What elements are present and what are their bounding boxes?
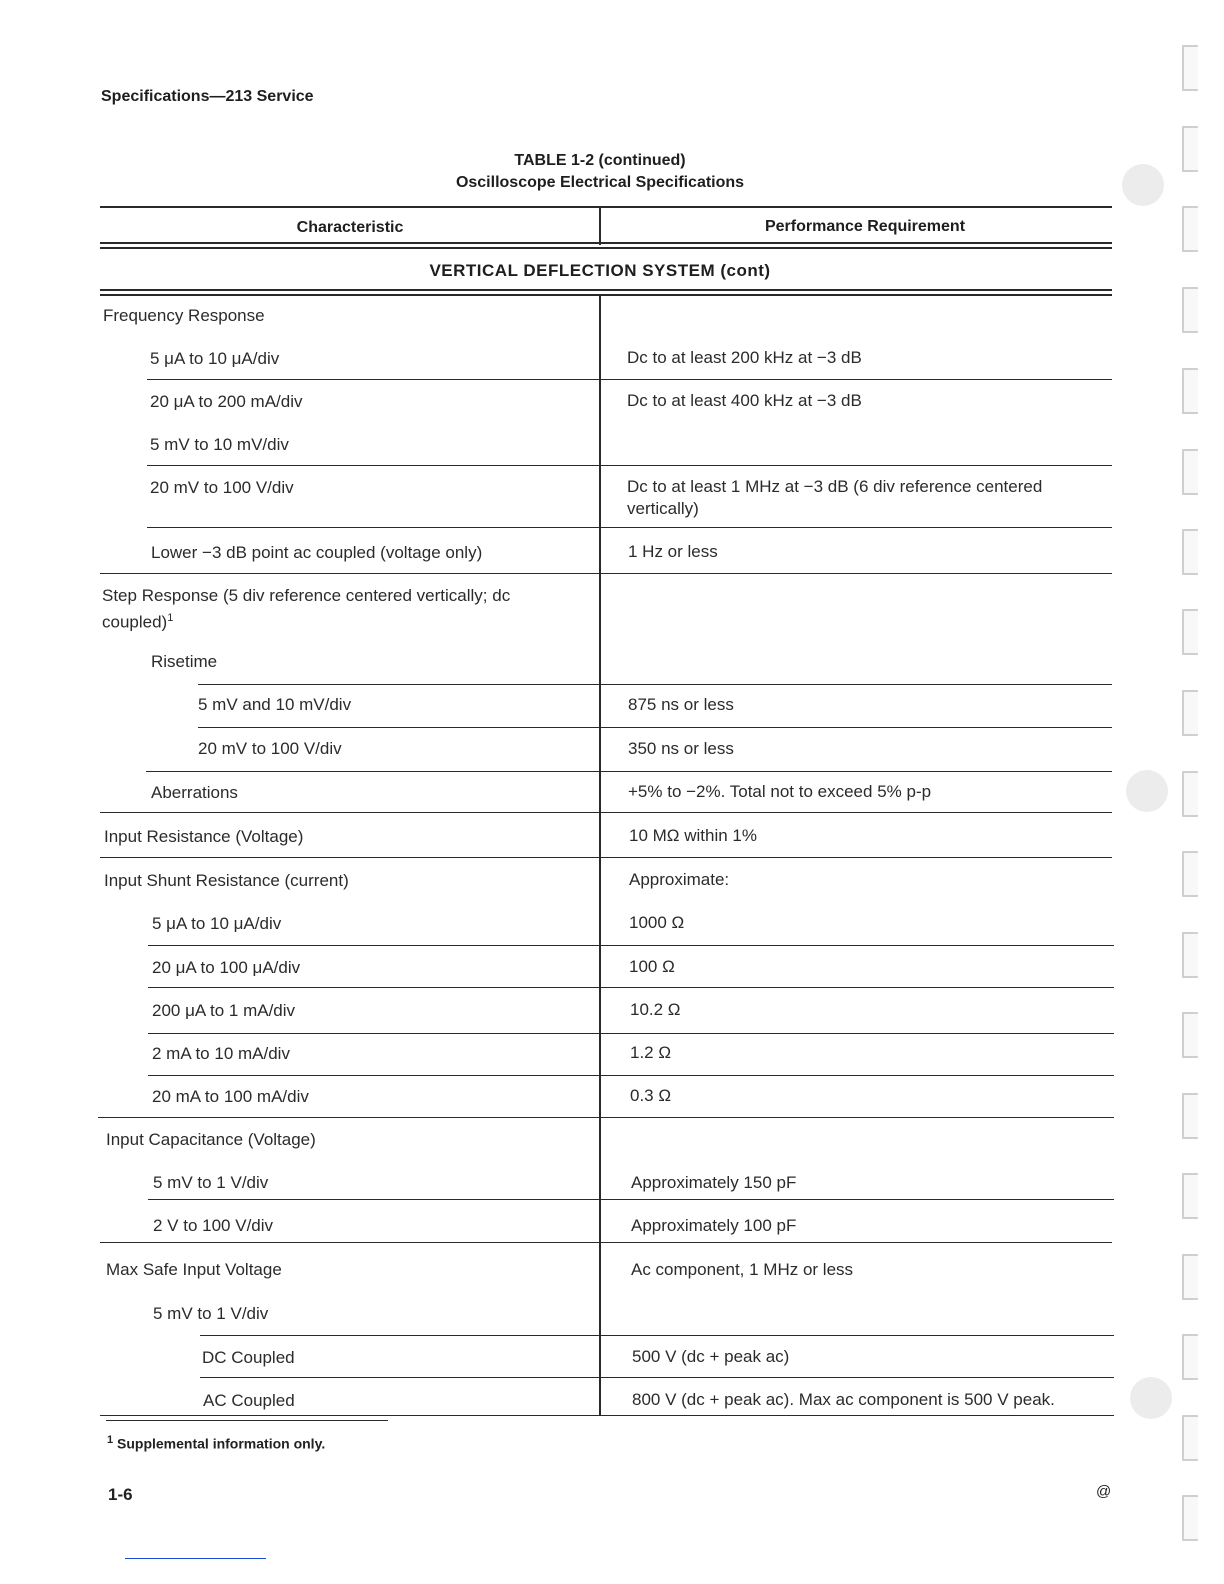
- cell-ac-coupled: AC Coupled: [203, 1391, 295, 1410]
- footnote-marker: 1: [167, 612, 174, 624]
- cell-rt-20mv: 20 mV to 100 V/div: [198, 739, 342, 758]
- cell-fr-5ua: 5 μA to 10 μA/div: [150, 349, 280, 368]
- cell-fr-lower-value: 1 Hz or less: [628, 542, 718, 561]
- binder-tab: [1182, 1334, 1198, 1380]
- cell-shunt-resistance-value: Approximate:: [629, 870, 730, 889]
- cell-fr-20mv-value: Dc to at least 1 MHz at −3 dB (6 div reference centered vertically): [627, 477, 1043, 518]
- cell-fr-20mv: 20 mV to 100 V/div: [150, 478, 294, 497]
- section-heading: VERTICAL DEFLECTION SYSTEM (cont): [429, 261, 771, 280]
- cell-sr-5-value: 0.3 Ω: [630, 1086, 672, 1105]
- binder-tab: [1182, 771, 1198, 817]
- cell-dc-coupled-value: 500 V (dc + peak ac): [632, 1347, 790, 1366]
- punch-hole: [1130, 1377, 1172, 1419]
- cell-aberrations-value: +5% to −2%. Total not to exceed 5% p-p: [628, 782, 932, 801]
- cell-ic-1: 5 mV to 1 V/div: [153, 1173, 269, 1192]
- cell-ic-1-value: Approximately 150 pF: [631, 1173, 797, 1192]
- cell-step-response: [102, 585, 582, 634]
- row-rule: [148, 1199, 1114, 1200]
- cell-rt-5mv-value: 875 ns or less: [628, 695, 734, 714]
- cell-sr-2: 20 μA to 100 μA/div: [152, 958, 301, 977]
- column-divider: [599, 294, 601, 1416]
- binder-tab: [1182, 932, 1198, 978]
- cell-sr-3: 200 μA to 1 mA/div: [152, 1001, 296, 1020]
- row-rule: [146, 771, 1112, 772]
- footnote-mark: 1: [107, 1434, 114, 1446]
- row-rule: [148, 945, 1114, 946]
- cell-input-resistance: Input Resistance (Voltage): [104, 827, 304, 846]
- binder-tab: [1182, 529, 1198, 575]
- header-double-rule: [100, 242, 1112, 249]
- cell-sr-2-value: 100 Ω: [629, 957, 675, 976]
- binder-tab: [1182, 368, 1198, 414]
- row-rule: [200, 1377, 1114, 1378]
- step-response-text: Step Response (5 div reference centered vertically; dc coupled): [102, 586, 511, 632]
- row-rule: [198, 727, 1112, 728]
- row-rule: [198, 684, 1112, 685]
- binder-tab: [1182, 1012, 1198, 1058]
- row-rule: [200, 1335, 1114, 1336]
- binder-tab: [1182, 206, 1198, 252]
- binder-tab: [1182, 609, 1198, 655]
- row-rule: [100, 573, 1112, 574]
- row-rule: [147, 465, 1112, 466]
- binder-tab: [1182, 45, 1198, 91]
- cell-max-safe-input: Max Safe Input Voltage: [106, 1260, 282, 1279]
- cell-ic-2-value: Approximately 100 pF: [631, 1216, 797, 1235]
- cell-max-safe-input-value: Ac component, 1 MHz or less: [631, 1260, 854, 1279]
- table-top-rule: [100, 206, 1112, 208]
- cell-fr-5ua-value: Dc to at least 200 kHz at −3 dB: [627, 348, 862, 367]
- binder-tab: [1182, 1173, 1198, 1219]
- cell-sr-1-value: 1000 Ω: [629, 913, 685, 932]
- row-rule: [148, 1033, 1114, 1034]
- binder-tab: [1182, 690, 1198, 736]
- cell-rt-20mv-value: 350 ns or less: [628, 739, 734, 758]
- cell-fr-20ua: 20 μA to 200 mA/div: [150, 392, 303, 411]
- running-head: Specifications—213 Service: [101, 88, 314, 105]
- row-rule: [148, 1075, 1114, 1076]
- footnote-text: Supplemental information only.: [117, 1435, 326, 1452]
- cell-fr-5mv: 5 mV to 10 mV/div: [150, 435, 289, 454]
- table-subtitle: Oscilloscope Electrical Specifications: [455, 174, 745, 191]
- cell-input-capacitance: Input Capacitance (Voltage): [106, 1130, 316, 1149]
- binder-tab: [1182, 851, 1198, 897]
- cell-fr-20ua-value: Dc to at least 400 kHz at −3 dB: [627, 391, 862, 410]
- cell-sr-4-value: 1.2 Ω: [630, 1043, 672, 1062]
- cell-ms-range: 5 mV to 1 V/div: [153, 1304, 269, 1323]
- row-rule: [148, 987, 1114, 988]
- underline-mark: [125, 1558, 266, 1559]
- cell-rt-5mv: 5 mV and 10 mV/div: [198, 695, 352, 714]
- binder-tab: [1182, 287, 1198, 333]
- cell-input-resistance-value: 10 MΩ within 1%: [629, 826, 757, 845]
- cell-risetime: Risetime: [151, 652, 218, 671]
- binder-tab: [1182, 1415, 1198, 1461]
- cell-ac-coupled-value: 800 V (dc + peak ac). Max ac component is 500 V peak.: [632, 1390, 1055, 1409]
- row-rule: [147, 527, 1112, 528]
- binder-tab: [1182, 1254, 1198, 1300]
- cell-sr-5: 20 mA to 100 mA/div: [152, 1087, 309, 1106]
- row-rule: [98, 1117, 1114, 1118]
- column-header-performance: Performance Requirement: [764, 218, 966, 235]
- cell-sr-3-value: 10.2 Ω: [630, 1000, 681, 1019]
- binder-tab: [1182, 1093, 1198, 1139]
- row-rule: [100, 812, 1112, 813]
- row-rule: [147, 379, 1112, 380]
- punch-hole: [1122, 164, 1164, 206]
- binder-tab: [1182, 1495, 1198, 1541]
- row-rule: [100, 1242, 1112, 1243]
- cell-shunt-resistance: Input Shunt Resistance (current): [104, 871, 349, 890]
- copyright-mark: @: [1096, 1483, 1112, 1500]
- cell-fr-lower: Lower −3 dB point ac coupled (voltage only): [151, 543, 483, 562]
- section-double-rule: [100, 289, 1112, 296]
- cell-sr-4: 2 mA to 10 mA/div: [152, 1044, 290, 1063]
- binder-tab: [1182, 126, 1198, 172]
- binder-tab: [1182, 449, 1198, 495]
- cell-aberrations: Aberrations: [151, 783, 238, 802]
- punch-hole: [1126, 770, 1168, 812]
- page-number: 1-6: [108, 1485, 133, 1504]
- row-rule: [100, 857, 1112, 858]
- cell-frequency-response: Frequency Response: [103, 306, 265, 325]
- cell-sr-1: 5 μA to 10 μA/div: [152, 914, 282, 933]
- table-title: TABLE 1-2 (continued): [514, 152, 686, 169]
- footnote-rule: [106, 1420, 388, 1421]
- cell-ic-2: 2 V to 100 V/div: [153, 1216, 274, 1235]
- cell-dc-coupled: DC Coupled: [202, 1348, 295, 1367]
- footnote: [107, 1434, 325, 1452]
- table-bottom-rule: [100, 1415, 1114, 1416]
- column-header-characteristic: Characteristic: [296, 219, 404, 236]
